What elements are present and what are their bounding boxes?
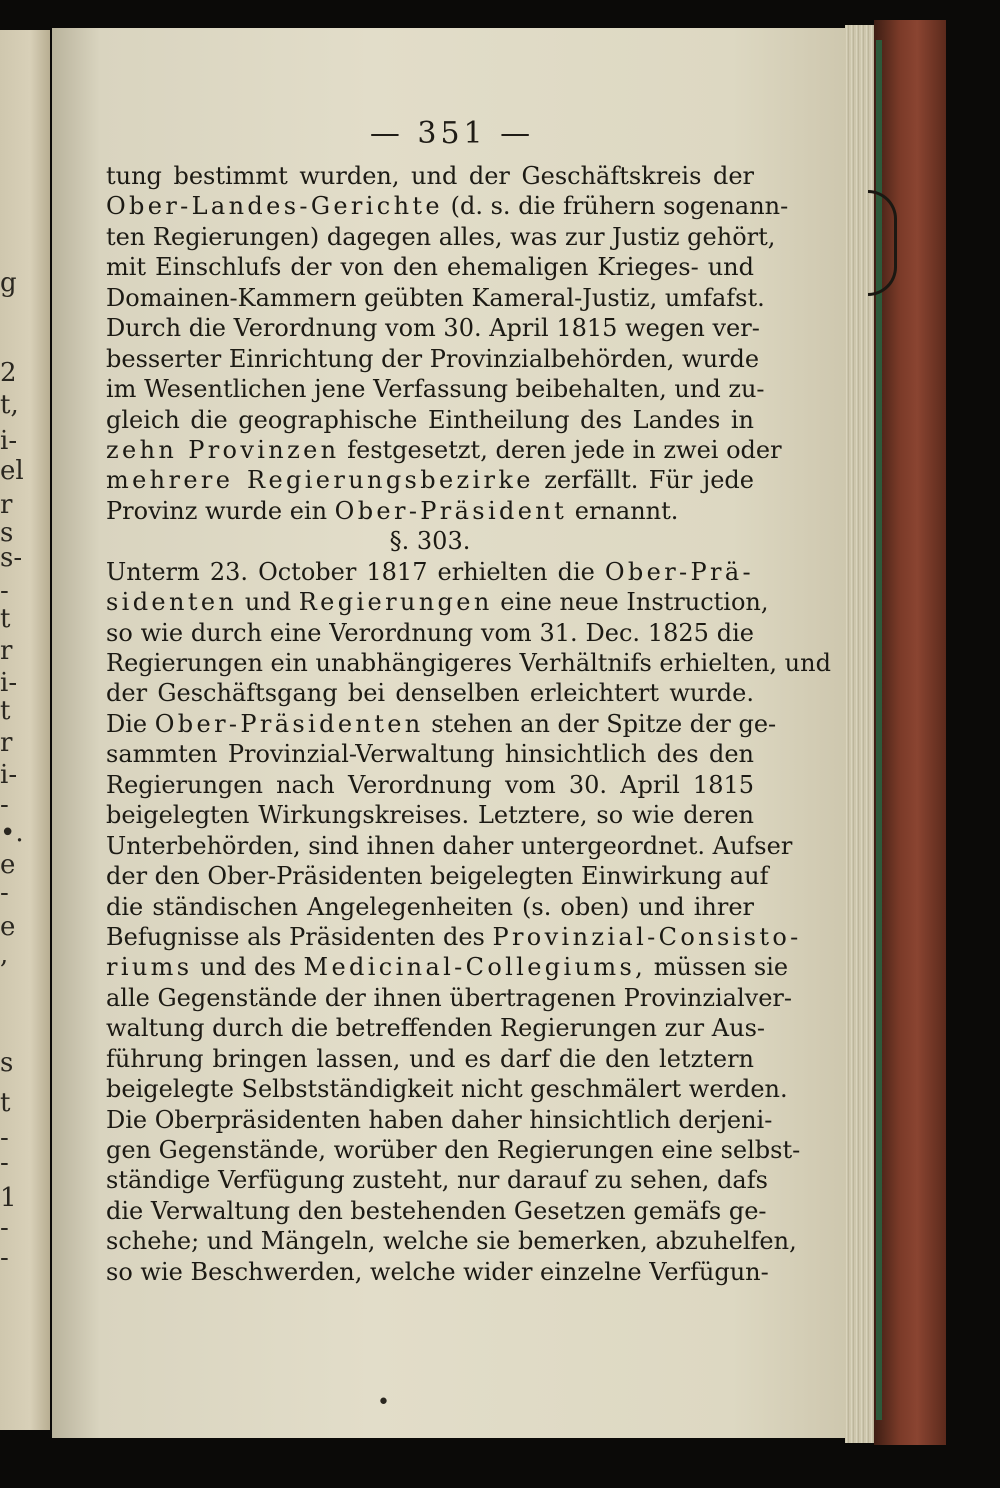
left-page-fragment: -	[0, 1243, 9, 1273]
left-page-fragment: 1	[0, 1183, 17, 1213]
section-heading	[106, 526, 754, 556]
text-line	[106, 709, 777, 739]
text-segment: Regierungen ein unabhängigeres Verhältnifs erhielten, und	[106, 649, 831, 677]
left-page-fragment: e	[0, 912, 16, 942]
text-line	[106, 831, 793, 861]
text-line	[106, 191, 789, 221]
text-line	[106, 739, 754, 769]
text-line	[106, 465, 754, 495]
text-segment: ten Regierungen) dagegen alles, was zur Justiz gehört,	[106, 222, 776, 251]
spaced-term: Medicinal-Collegiums,	[303, 953, 647, 982]
text-line	[106, 313, 760, 343]
text-line	[106, 648, 831, 678]
text-segment: schehe; und Mängeln, welche sie bemerken, abzuhelfen,	[106, 1227, 797, 1256]
text-line	[106, 1135, 801, 1165]
text-line	[106, 374, 765, 404]
text-line	[106, 435, 782, 465]
text-line	[106, 1013, 765, 1043]
text-line	[106, 800, 754, 830]
text-segment: Durch die Verordnung vom 30. April 1815 wegen ver-	[106, 314, 760, 343]
text-segment: Regierungen nach Verordnung vom 30. April 1815	[106, 770, 754, 799]
text-line	[106, 1044, 754, 1074]
text-segment: der den Ober-Präsidenten beigelegten Einwirkung auf	[106, 862, 769, 891]
text-line	[106, 161, 754, 191]
left-page-fragment: -	[0, 576, 9, 606]
spaced-term: riums	[106, 953, 193, 982]
left-page-fragment: -	[0, 878, 9, 908]
spaced-term: Ober-Prä-	[604, 557, 754, 586]
text-segment: waltung durch die betreffenden Regierungen zur Aus-	[106, 1014, 765, 1043]
text-segment: eine neue Instruction,	[492, 588, 769, 617]
text-line	[106, 618, 754, 648]
text-line	[106, 587, 769, 617]
text-line	[106, 1226, 797, 1256]
text-segment: Domainen-Kammern geübten Kameral-Justiz, umfafst.	[106, 283, 765, 312]
left-page-fragment: t	[0, 696, 11, 726]
spaced-term: Ober-Landes-Gerichte	[106, 192, 443, 221]
text-segment: ständige Verfügung zusteht, nur darauf zu sehen, dafs	[106, 1166, 768, 1195]
left-page-fragment: -	[0, 1148, 9, 1178]
spaced-term: Ober-Präsidenten	[154, 709, 424, 738]
text-segment: gen Gegenstände, worüber den Regierungen eine selbst-	[106, 1136, 801, 1164]
text-segment: ernannt.	[567, 496, 679, 525]
text-segment: sammten Provinzial-Verwaltung hinsichtlich des den	[106, 740, 754, 769]
text-segment: Unterm 23. October 1817 erhielten die	[106, 557, 605, 586]
text-segment: Die Oberpräsidenten haben daher hinsichtlich derjeni-	[106, 1105, 773, 1134]
text-segment: müssen sie	[646, 953, 789, 982]
left-page-fragment: -	[0, 1213, 9, 1243]
text-segment: alle Gegenstände der ihnen übertragenen Provinzialver-	[106, 983, 793, 1012]
text-segment: und des	[192, 953, 304, 982]
text-segment: festgesetzt, deren jede in zwei oder	[339, 435, 782, 464]
text-line	[106, 861, 769, 891]
left-page-fragment: t	[0, 1088, 11, 1118]
text-line	[106, 1196, 767, 1226]
left-page-fragment: •.	[0, 818, 24, 848]
text-segment: im Wesentlichen jene Verfassung beibehalten, und zu-	[106, 375, 765, 404]
left-page-fragment: s	[0, 1048, 14, 1078]
text-line	[106, 952, 789, 982]
text-line	[106, 983, 793, 1013]
text-line	[106, 1257, 769, 1287]
text-segment: stehen an der Spitze der ge-	[423, 709, 777, 738]
book-page	[52, 28, 852, 1438]
page-number: — 351 —	[369, 116, 535, 151]
body-text	[106, 161, 831, 1287]
left-page-fragment: e	[0, 850, 16, 880]
text-line	[106, 496, 754, 526]
left-page-fragment: i-	[0, 760, 18, 790]
text-segment: und	[237, 588, 299, 617]
text-line	[106, 1105, 773, 1135]
text-line	[106, 557, 754, 587]
text-segment: §. 303.	[389, 527, 471, 556]
text-line	[106, 252, 754, 282]
text-line	[106, 678, 754, 708]
text-segment: gleich die geographische Eintheilung des Landes in	[106, 405, 754, 434]
text-line	[106, 344, 760, 374]
left-page-fragment: t	[0, 604, 11, 634]
left-page-edge	[0, 30, 50, 1430]
text-segment: tung bestimmt wurden, und der Geschäftskreis der	[106, 162, 754, 190]
text-segment: beigelegten Wirkungskreises. Letztere, so wie deren	[106, 801, 754, 830]
bookmark-ribbon	[868, 190, 897, 296]
text-segment: der Geschäftsgang bei denselben erleichtert wurde.	[106, 679, 754, 708]
text-segment: zerfällt. Für jede	[533, 466, 754, 495]
text-line	[106, 922, 802, 952]
text-segment: führung bringen lassen, und es darf die den letztern	[106, 1044, 754, 1073]
left-page-fragment: g	[0, 268, 17, 298]
text-segment: Provinz wurde ein	[106, 496, 335, 525]
text-segment: Unterbehörden, sind ihnen daher untergeordnet. Aufser	[106, 831, 793, 860]
text-segment: Die	[106, 709, 155, 738]
text-segment: die ständischen Angelegenheiten (s. oben) und ihrer	[106, 892, 754, 921]
left-page-fragment: r	[0, 636, 13, 666]
spaced-term: Ober-Präsident	[334, 496, 568, 525]
text-segment: besserter Einrichtung der Provinzialbehörden, wurde	[106, 344, 760, 373]
text-segment: (d. s. die frühern sogenann-	[443, 192, 789, 221]
text-segment: die Verwaltung den bestehenden Gesetzen gemäfs ge-	[106, 1196, 767, 1225]
left-page-fragment: el	[0, 456, 24, 486]
left-page-fragment: s-	[0, 543, 23, 573]
text-line	[106, 405, 754, 435]
left-page-fragment: i-	[0, 668, 18, 698]
left-page-fragment: -	[0, 1123, 9, 1153]
text-line	[106, 770, 754, 800]
text-segment: beigelegte Selbstständigkeit nicht geschmälert werden.	[106, 1075, 788, 1104]
footer-mark: •	[377, 1390, 390, 1415]
spaced-term: sidenten	[106, 588, 238, 617]
spaced-term: zehn Provinzen	[106, 435, 340, 464]
left-page-fragment: r	[0, 728, 13, 758]
spaced-term: mehrere Regierungsbezirke	[106, 466, 534, 495]
left-page-fragment: 2	[0, 358, 17, 388]
left-page-fragment: ,	[0, 940, 9, 970]
left-page-fragment: t,	[0, 390, 19, 420]
left-page-fragment: -	[0, 790, 9, 820]
left-page-fragment: r	[0, 490, 13, 520]
spaced-term: Provinzial-Consisto-	[492, 922, 802, 951]
spaced-term: Regierungen	[298, 588, 493, 617]
text-line	[106, 892, 754, 922]
left-page-fragment: i-	[0, 426, 18, 456]
left-page-fragment: s	[0, 518, 14, 548]
text-segment: so wie Beschwerden, welche wider einzelne Verfügun-	[106, 1257, 769, 1286]
text-segment: mit Einschlufs der von den ehemaligen Krieges- und	[106, 253, 754, 282]
text-line	[106, 1165, 768, 1195]
text-segment: so wie durch eine Verordnung vom 31. Dec. 1825 die	[106, 618, 754, 647]
text-line	[106, 222, 776, 252]
text-line	[106, 1074, 788, 1104]
text-line	[106, 283, 765, 313]
text-segment: Befugnisse als Präsidenten des	[106, 922, 493, 951]
